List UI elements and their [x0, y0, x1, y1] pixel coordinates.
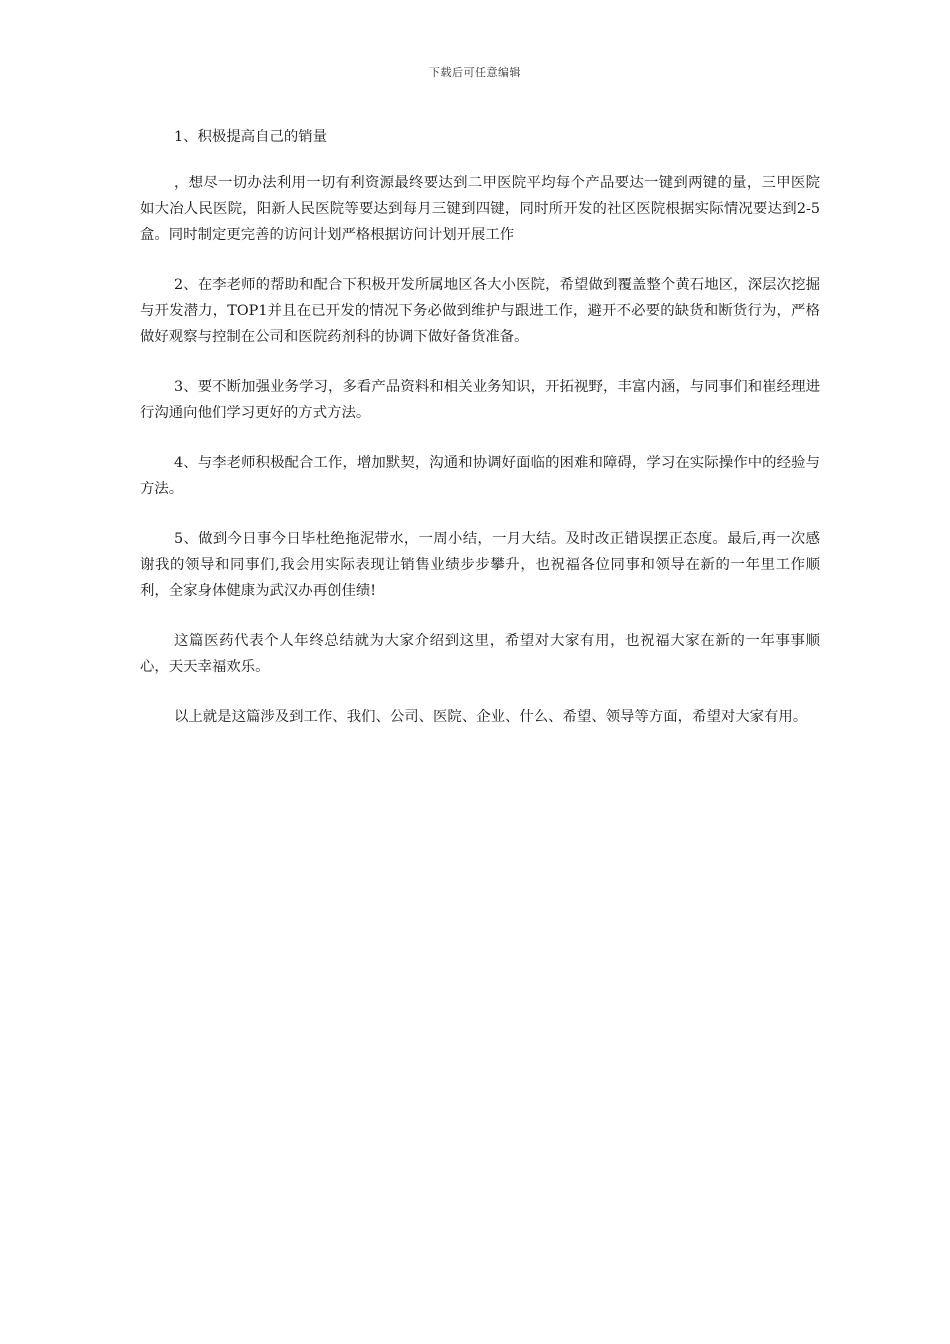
document-body: [140, 124, 820, 754]
paragraph-sales-targets: ，想尽一切办法利用一切有利资源最终要达到二甲医院平均每个产品要达一键到两键的量，三甲医院如大冶人民医院，阳新人民医院等要达到每月三键到四键，同时所开发的社区医院根据实际情况要达到2-5盒。同时制定更完善的访问计划严格根据访问计划开展工作: [140, 175, 820, 243]
paragraph-hospital-development: 2、在李老师的帮助和配合下积极开发所属地区各大小医院，希望做到覆盖整个黄石地区，深层次挖掘与开发潜力，TOP1并且在已开发的情况下务必做到维护与跟进工作，避开不必要的缺货和断货行为，严格做好观察与控制在公司和医院药剂科的协调下做好备货准备。: [140, 277, 820, 345]
paragraph-summary: 这篇医药代表个人年终总结就为大家介绍到这里，希望对大家有用，也祝福大家在新的一年事事顺心，天天幸福欢乐。: [140, 633, 820, 675]
paragraph-keywords: 以上就是这篇涉及到工作、我们、公司、医院、企业、什么、希望、领导等方面，希望对大家有用。: [174, 709, 808, 725]
paragraph-learning: 3、要不断加强业务学习，多看产品资料和相关业务知识，开拓视野，丰富内涵，与同事们和崔经理进行沟通向他们学习更好的方式方法。: [140, 379, 820, 421]
paragraph-cooperation: 4、与李老师积极配合工作，增加默契，沟通和协调好面临的困难和障碍，学习在实际操作中的经验与方法。: [140, 455, 820, 497]
section-heading: 1、积极提高自己的销量: [174, 129, 328, 145]
paragraph-closing-thanks: 5、做到今日事今日毕杜绝拖泥带水，一周小结，一月大结。及时改正错误摆正态度。最后,再一次感谢我的领导和同事们,我会用实际表现让销售业绩步步攀升，也祝福各位同事和领导在新的一年里工作顺利，全家身体健康为武汉办再创佳绩!: [140, 531, 820, 599]
header-note: 下载后可任意编辑: [429, 66, 521, 79]
